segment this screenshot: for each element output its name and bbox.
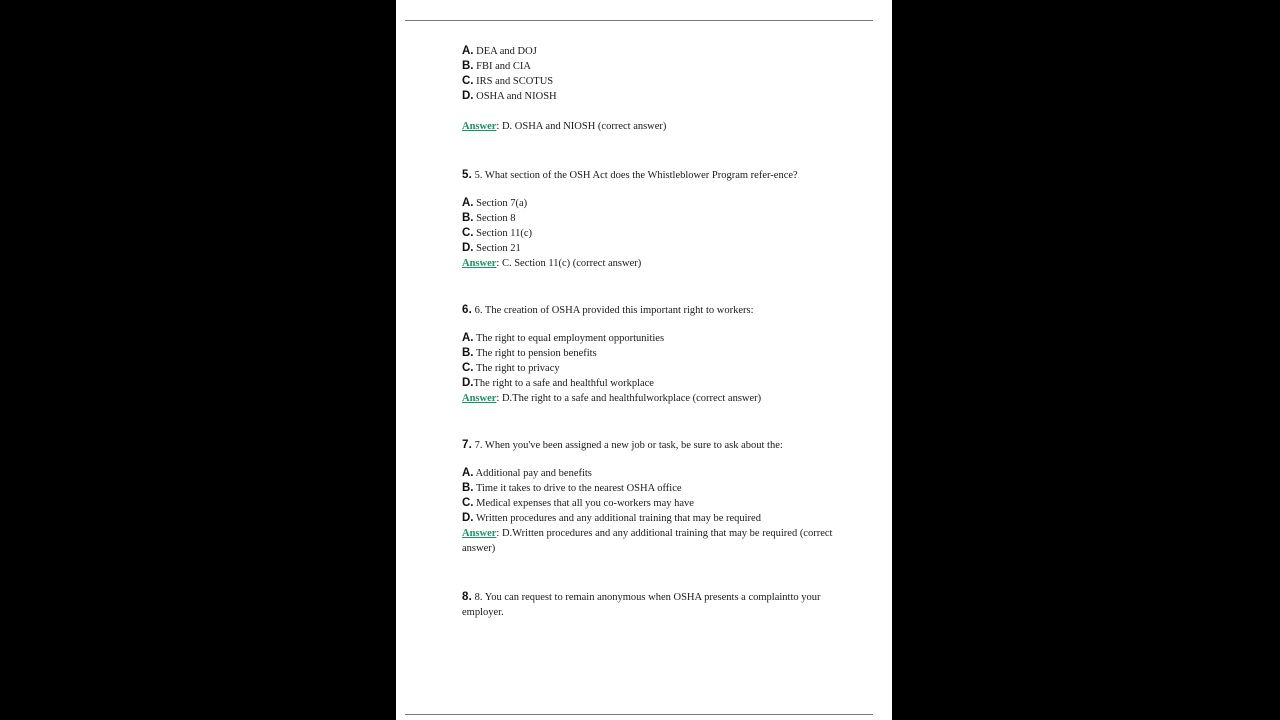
option-letter: D. <box>462 377 474 389</box>
option-item[interactable] <box>462 211 862 226</box>
question-line <box>462 438 862 453</box>
answer-link[interactable]: Answer <box>462 528 497 539</box>
option-item[interactable] <box>462 376 862 391</box>
document-page <box>396 0 892 720</box>
option-text: Section 11(c) <box>476 228 533 239</box>
option-letter: B. <box>462 347 474 359</box>
page-content <box>462 44 862 646</box>
page-footer-rule <box>405 714 873 715</box>
option-letter: B. <box>462 212 474 224</box>
option-item[interactable] <box>462 346 862 361</box>
option-text: Time it takes to drive to the nearest OSHA office <box>475 483 682 494</box>
option-text: OSHA and NIOSH <box>476 91 557 102</box>
question-text: 5. What section of the OSH Act does the Whistleblower Program refer-ence? <box>474 170 798 181</box>
question-text: 6. The creation of OSHA provided this important right to workers: <box>474 305 754 316</box>
option-list <box>462 331 862 391</box>
option-letter: C. <box>462 362 474 374</box>
option-letter: D. <box>462 90 474 102</box>
answer-text: : D.The right to a safe and healthfulworkplace (correct answer) <box>496 393 762 404</box>
question-block <box>462 590 862 620</box>
option-text: The right to pension benefits <box>475 348 597 359</box>
option-item[interactable] <box>462 511 862 526</box>
question-block <box>462 44 862 134</box>
option-item[interactable] <box>462 466 862 481</box>
option-item[interactable] <box>462 59 862 74</box>
answer-link[interactable]: Answer <box>462 393 497 404</box>
question-line <box>462 168 862 183</box>
question-number: 5. <box>462 169 472 181</box>
question-number: 8. <box>462 591 472 603</box>
option-letter: B. <box>462 482 474 494</box>
question-text: 7. When you've been assigned a new job or task, be sure to ask about the: <box>474 440 783 451</box>
option-letter: B. <box>462 60 474 72</box>
answer-line <box>462 391 862 406</box>
question-number: 6. <box>462 304 472 316</box>
question-line <box>462 590 862 620</box>
answer-text: : D.Written procedures and any additional training that may be required (correct answer) <box>462 528 833 554</box>
option-text: Written procedures and any additional training that may be required <box>475 513 761 524</box>
option-list <box>462 466 862 526</box>
option-item[interactable] <box>462 361 862 376</box>
option-item[interactable] <box>462 331 862 346</box>
option-item[interactable] <box>462 74 862 89</box>
answer-line <box>462 526 862 556</box>
option-item[interactable] <box>462 89 862 104</box>
answer-line <box>462 256 862 271</box>
option-list <box>462 196 862 256</box>
option-item[interactable] <box>462 481 862 496</box>
option-list <box>462 44 862 104</box>
answer-line <box>462 119 862 134</box>
answer-text: : D. OSHA and NIOSH (correct answer) <box>496 121 667 132</box>
option-item[interactable] <box>462 196 862 211</box>
option-letter: A. <box>462 467 474 479</box>
page-header-rule <box>405 20 873 21</box>
question-number: 7. <box>462 439 472 451</box>
option-text: Section 7(a) <box>476 198 528 209</box>
option-letter: C. <box>462 227 474 239</box>
option-letter: A. <box>462 197 474 209</box>
question-block <box>462 438 862 556</box>
option-item[interactable] <box>462 496 862 511</box>
option-item[interactable] <box>462 44 862 59</box>
option-text: The right to privacy <box>475 363 560 374</box>
answer-text: : C. Section 11(c) (correct answer) <box>496 258 642 269</box>
question-line <box>462 303 862 318</box>
option-text: Section 21 <box>476 243 521 254</box>
option-text: FBI and CIA <box>476 61 531 72</box>
option-text: The right to equal employment opportunities <box>475 333 665 344</box>
option-text: IRS and SCOTUS <box>476 76 554 87</box>
option-letter: A. <box>462 332 474 344</box>
option-text: The right to a safe and healthful workplace <box>473 378 654 389</box>
option-letter: A. <box>462 45 474 57</box>
answer-link[interactable]: Answer <box>462 121 497 132</box>
option-item[interactable] <box>462 226 862 241</box>
option-letter: C. <box>462 497 474 509</box>
option-text: Additional pay and benefits <box>475 468 592 479</box>
answer-link[interactable]: Answer <box>462 258 497 269</box>
question-text: 8. You can request to remain anonymous when OSHA presents a complaintto your employer. <box>462 592 821 618</box>
option-letter: C. <box>462 75 474 87</box>
option-item[interactable] <box>462 241 862 256</box>
option-letter: D. <box>462 512 474 524</box>
question-block <box>462 168 862 271</box>
option-letter: D. <box>462 242 474 254</box>
question-block <box>462 303 862 406</box>
option-text: Section 8 <box>476 213 516 224</box>
option-text: Medical expenses that all you co-workers may have <box>476 498 694 509</box>
option-text: DEA and DOJ <box>476 46 537 57</box>
